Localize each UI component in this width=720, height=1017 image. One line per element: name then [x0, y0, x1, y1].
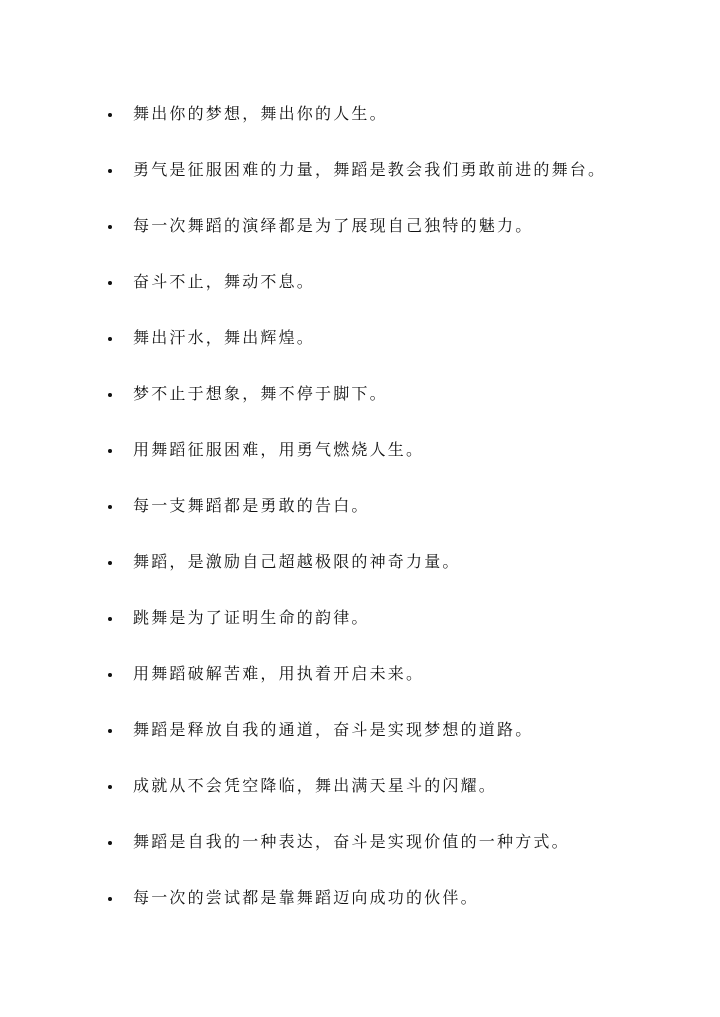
- list-item: [108, 478, 688, 534]
- bullet-dot-icon: [108, 505, 112, 509]
- list-item: [108, 814, 688, 870]
- list-item: [108, 366, 688, 422]
- list-item: [108, 142, 688, 198]
- list-item-text: 用舞蹈破解苦难，用执着开启未来。: [133, 664, 425, 683]
- list-item: [108, 590, 688, 646]
- list-item: [108, 254, 688, 310]
- bullet-dot-icon: [108, 169, 112, 173]
- list-item-text: 用舞蹈征服困难，用勇气燃烧人生。: [133, 440, 425, 459]
- list-item: [108, 870, 688, 926]
- list-item: [108, 534, 688, 590]
- bullet-dot-icon: [108, 673, 112, 677]
- bullet-dot-icon: [108, 785, 112, 789]
- list-item-text: 跳舞是为了证明生命的韵律。: [133, 608, 370, 627]
- list-item-text: 舞出你的梦想，舞出你的人生。: [133, 104, 388, 123]
- bullet-dot-icon: [108, 449, 112, 453]
- list-item-text: 每一次舞蹈的演绎都是为了展现自己独特的魅力。: [133, 216, 534, 235]
- list-item-text: 舞蹈是自我的一种表达，奋斗是实现价值的一种方式。: [133, 832, 570, 851]
- list-item-text: 舞蹈，是激励自己超越极限的神奇力量。: [133, 552, 461, 571]
- list-item: [108, 422, 688, 478]
- bullet-dot-icon: [108, 281, 112, 285]
- list-item: [108, 86, 688, 142]
- bullet-dot-icon: [108, 393, 112, 397]
- list-item: [108, 758, 688, 814]
- list-item-text: 奋斗不止，舞动不息。: [133, 272, 316, 291]
- bullet-dot-icon: [108, 337, 112, 341]
- list-item-text: 舞出汗水，舞出辉煌。: [133, 328, 316, 347]
- bullet-dot-icon: [108, 897, 112, 901]
- list-item-text: 勇气是征服困难的力量，舞蹈是教会我们勇敢前进的舞台。: [133, 160, 607, 179]
- bullet-dot-icon: [108, 561, 112, 565]
- list-item: [108, 646, 688, 702]
- list-item-text: 舞蹈是释放自我的通道，奋斗是实现梦想的道路。: [133, 720, 534, 739]
- list-item-text: 梦不止于想象，舞不停于脚下。: [133, 384, 388, 403]
- bullet-dot-icon: [108, 113, 112, 117]
- bullet-list: [108, 86, 688, 926]
- bullet-dot-icon: [108, 729, 112, 733]
- bullet-dot-icon: [108, 617, 112, 621]
- list-item: [108, 198, 688, 254]
- list-item-text: 成就从不会凭空降临，舞出满天星斗的闪耀。: [133, 776, 498, 795]
- list-item: [108, 310, 688, 366]
- bullet-dot-icon: [108, 841, 112, 845]
- bullet-dot-icon: [108, 225, 112, 229]
- list-item-text: 每一次的尝试都是靠舞蹈迈向成功的伙伴。: [133, 888, 479, 907]
- list-item: [108, 702, 688, 758]
- list-item-text: 每一支舞蹈都是勇敢的告白。: [133, 496, 370, 515]
